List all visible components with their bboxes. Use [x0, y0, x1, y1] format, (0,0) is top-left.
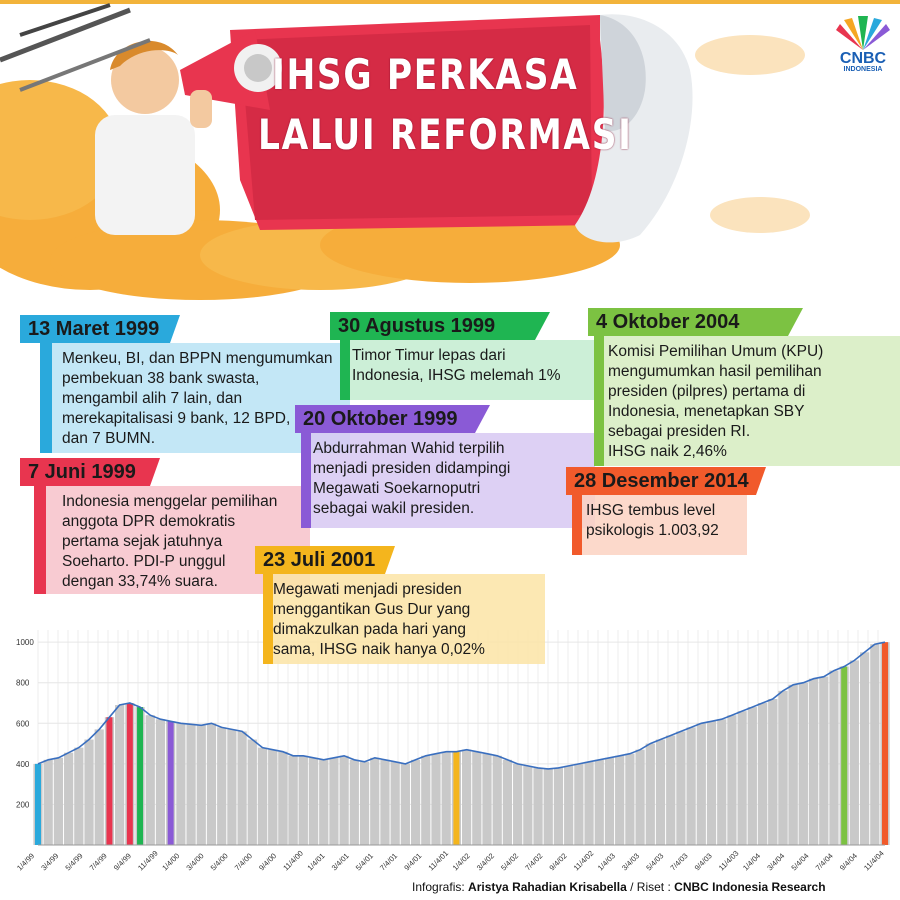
- x-tick-label: 9/4/02: [547, 851, 569, 873]
- data-bar: [850, 660, 859, 845]
- data-bar: [95, 729, 104, 845]
- data-bar: [625, 754, 634, 845]
- data-bar: [697, 723, 706, 845]
- data-bar: [768, 699, 777, 845]
- data-bar: [778, 691, 787, 845]
- x-tick-label: 7/4/02: [523, 851, 545, 873]
- x-tick-label: 7/4/01: [378, 851, 400, 873]
- data-bar: [442, 752, 451, 845]
- x-tick-label: 5/4/04: [789, 851, 811, 873]
- data-bar: [513, 764, 522, 845]
- data-bar: [533, 768, 542, 845]
- data-bar: [584, 762, 593, 845]
- data-bar: [860, 652, 869, 845]
- data-bar: [482, 754, 491, 845]
- data-bar: [217, 727, 226, 845]
- peacock-icon: [830, 14, 896, 52]
- cnbc-logo: [830, 14, 896, 76]
- x-tick-label: 1/4/01: [305, 851, 327, 873]
- data-bar: [258, 748, 267, 845]
- event-text: Timor Timur lepas dari Indonesia, IHSG melemah 1%: [352, 347, 561, 384]
- data-bar: [248, 740, 257, 845]
- event-marker: [882, 642, 888, 845]
- data-bar: [421, 756, 430, 845]
- x-tick-label: 3/4/00: [184, 851, 206, 873]
- data-bar: [676, 731, 685, 845]
- x-tick-label: 3/4/04: [765, 851, 787, 873]
- event-marker: [35, 764, 41, 845]
- event-marker: [106, 717, 112, 845]
- data-bar: [707, 721, 716, 845]
- data-bar: [44, 760, 53, 845]
- event-text: Megawati menjadi presiden menggantikan Gus Dur yang dimakzulkan pada hari yang sama, IHSG naik hanya 0,02%: [273, 581, 485, 658]
- data-bar: [54, 758, 63, 845]
- x-tick-label: 7/4/00: [232, 851, 254, 873]
- data-bar: [74, 748, 83, 845]
- event-date: 30 Agustus 1999: [338, 315, 496, 337]
- data-bar: [370, 758, 379, 845]
- x-tick-label: 9/4/04: [837, 851, 859, 873]
- data-bar: [329, 758, 338, 845]
- data-bar: [758, 703, 767, 845]
- x-tick-label: 5/4/00: [208, 851, 230, 873]
- logo-wordmark: CNBC: [839, 50, 887, 67]
- event-marker: [168, 721, 174, 845]
- data-bar: [462, 750, 471, 845]
- data-bar: [350, 760, 359, 845]
- data-bar: [819, 677, 828, 845]
- x-tick-label: 1/4/00: [160, 851, 182, 873]
- x-tick-label: 1/4/02: [450, 851, 472, 873]
- data-bar: [799, 683, 808, 845]
- x-tick-label: 9/4/99: [111, 851, 133, 873]
- data-bar: [605, 758, 614, 845]
- x-tick-label: 9/4/00: [257, 851, 279, 873]
- event-date: 20 Oktober 1999: [303, 408, 458, 430]
- data-bar: [227, 729, 236, 845]
- data-bar: [646, 744, 655, 845]
- x-tick-label: 11/4/03: [716, 848, 741, 873]
- chart-svg: [0, 630, 900, 880]
- data-bar: [186, 724, 195, 845]
- data-bar: [411, 760, 420, 845]
- event-text: Indonesia menggelar pemilihan anggota DPR demokratis pertama sejak jatuhnya Soeharto. PDI-P unggul dengan 33,74% suara.: [62, 493, 278, 590]
- ihsg-chart: [0, 630, 900, 880]
- credit-infografis-label: Infografis:: [412, 880, 465, 894]
- x-tick-label: 5/4/01: [353, 851, 375, 873]
- credit-riset-name: CNBC Indonesia Research: [674, 880, 826, 894]
- x-tick-label: 11/4/00: [281, 848, 305, 873]
- event-date: 13 Maret 1999: [28, 318, 160, 340]
- data-bar: [595, 760, 604, 845]
- event-text: Komisi Pemilihan Umum (KPU) mengumumkan hasil pemilihan presiden (pilpres) pertama di Indonesia, menetapkan SBY sebagai presiden RI. IHSG naik 2,46%: [608, 343, 824, 460]
- x-tick-label: 11/4/99: [136, 848, 160, 873]
- data-bar: [472, 752, 481, 845]
- data-bar: [809, 679, 818, 845]
- y-tick-label: 400: [16, 759, 30, 769]
- event-text: Menkeu, BI, dan BPPN mengumumkan pembekuan 38 bank swasta, mengambil alih 7 lain, dan merekapitalisasi 9 bank, 12 BPD, dan 7 BUMN.: [62, 350, 333, 447]
- event-text: Abdurrahman Wahid terpilih menjadi presiden didampingi Megawati Soekarnoputri sebagai wakil presiden.: [313, 440, 511, 517]
- y-tick-label: 1000: [16, 638, 34, 648]
- data-bar: [656, 740, 665, 845]
- data-bar: [268, 750, 277, 845]
- x-tick-label: 1/4/04: [741, 851, 763, 873]
- event-date: 7 Juni 1999: [28, 461, 136, 483]
- event-date: 4 Oktober 2004: [596, 311, 740, 333]
- x-tick-label: 9/4/01: [402, 851, 424, 873]
- event-marker: [127, 703, 133, 845]
- data-bar: [360, 762, 369, 845]
- title-line-2: LALUI REFORMASI: [258, 110, 633, 159]
- data-bar: [237, 731, 246, 845]
- x-tick-label: 1/4/99: [15, 851, 37, 873]
- data-bar: [197, 725, 206, 845]
- data-bar: [615, 756, 624, 845]
- x-tick-label: 11/4/02: [571, 848, 596, 873]
- data-bar: [870, 644, 879, 845]
- y-tick-label: 600: [16, 719, 30, 729]
- x-tick-label: 9/4/03: [692, 851, 714, 873]
- data-bar: [523, 766, 532, 845]
- x-tick-label: 7/4/03: [668, 851, 690, 873]
- data-bar: [115, 705, 124, 845]
- data-bar: [635, 750, 644, 845]
- data-bar: [146, 715, 155, 845]
- credit-line: [412, 880, 826, 894]
- x-tick-label: 7/4/04: [813, 851, 835, 873]
- y-tick-label: 200: [16, 800, 30, 810]
- x-tick-label: 11/4/04: [862, 848, 886, 873]
- data-bar: [289, 756, 298, 845]
- data-bar: [738, 711, 747, 845]
- data-bar: [340, 756, 349, 845]
- title-line-1: IHSG PERKASA: [272, 50, 579, 99]
- data-bar: [564, 766, 573, 845]
- data-bar: [574, 764, 583, 845]
- x-tick-label: 3/4/02: [474, 851, 496, 873]
- event-marker: [841, 667, 847, 845]
- data-bar: [319, 760, 328, 845]
- data-bar: [84, 740, 93, 845]
- data-bar: [666, 735, 675, 845]
- data-bar: [554, 768, 563, 845]
- data-bar: [493, 756, 502, 845]
- credit-riset-label: / Riset :: [630, 880, 671, 894]
- x-tick-label: 5/4/99: [63, 851, 85, 873]
- data-bar: [717, 719, 726, 845]
- credit-infografis-name: Aristya Rahadian Krisabella: [468, 880, 627, 894]
- data-bar: [207, 723, 216, 845]
- x-tick-label: 5/4/03: [644, 851, 666, 873]
- event-date: 28 Desember 2014: [574, 470, 749, 492]
- x-tick-label: 5/4/02: [499, 851, 521, 873]
- data-bar: [391, 762, 400, 845]
- data-bar: [789, 685, 798, 845]
- x-tick-label: 11/4/01: [426, 848, 451, 873]
- data-bar: [727, 715, 736, 845]
- event-marker: [137, 707, 143, 845]
- data-bar: [431, 754, 440, 845]
- data-bar: [544, 769, 553, 845]
- x-tick-label: 1/4/03: [595, 851, 617, 873]
- data-bar: [503, 760, 512, 845]
- data-bar: [176, 723, 185, 845]
- data-bar: [748, 707, 757, 845]
- data-bar: [278, 752, 287, 845]
- event-text: IHSG tembus level psikologis 1.003,92: [586, 502, 719, 539]
- x-tick-label: 3/4/03: [620, 851, 642, 873]
- x-tick-label: 7/4/99: [87, 851, 109, 873]
- data-bar: [309, 758, 318, 845]
- data-bar: [401, 764, 410, 845]
- logo-subtitle: INDONESIA: [843, 66, 883, 73]
- data-bar: [299, 756, 308, 845]
- data-bar: [829, 671, 838, 845]
- event-marker: [453, 752, 459, 845]
- data-bar: [380, 760, 389, 845]
- data-bar: [64, 753, 73, 845]
- x-tick-label: 3/4/99: [39, 851, 61, 873]
- hero-banner: [0, 0, 900, 300]
- y-tick-label: 800: [16, 678, 30, 688]
- data-bar: [156, 719, 165, 845]
- x-tick-label: 3/4/01: [329, 851, 351, 873]
- data-bar: [687, 727, 696, 845]
- event-date: 23 Juli 2001: [263, 549, 376, 571]
